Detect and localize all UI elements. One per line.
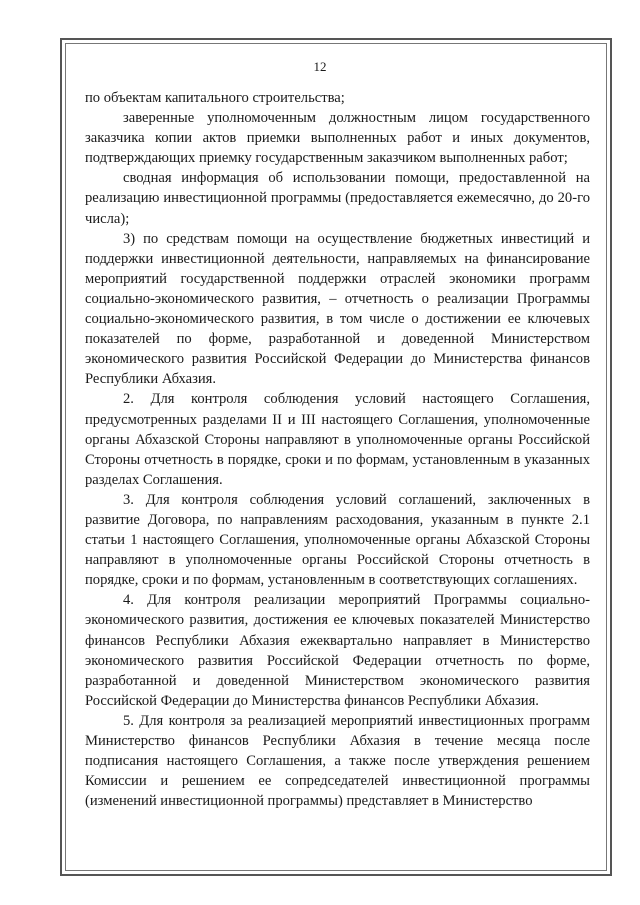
paragraph-6: 3. Для контроля соблюдения условий соглашений, заключенных в развитие Договора, по направлениям расходования, указанным в пункте 2.1 статьи 1 настоящего Соглашения, уполномоченные органы Абхазской Стороны направляют в уполномоченные органы Российской Стороны отчетность в порядке, сроки и по формам, установленным в соответствующих соглашениях. bbox=[85, 491, 590, 589]
paragraph-2: заверенные уполномоченным должностным лицом государственного заказчика копии актов приемки выполненных работ и иных документов, подтверждающих приемку государственным заказчиком выполненных работ; bbox=[85, 110, 590, 167]
paragraph-3: сводная информация об использовании помощи, предоставленной на реализацию инвестиционной программы (предоставляется ежемесячно, до 20-го числа); bbox=[85, 170, 590, 227]
paragraph-1: по объектам капитального строительства; bbox=[85, 90, 345, 106]
paragraph-8: 5. Для контроля за реализацией мероприятий инвестиционных программ Министерство финансов Республики Абхазия в течение месяца после подписания настоящего Соглашения, а также после утверждения решением Комиссии и решением ее сопредседателей инвестиционной программы (изменений инвестиционной программы) представляет в Министерство bbox=[85, 712, 590, 810]
paragraph-5: 2. Для контроля соблюдения условий настоящего Соглашения, предусмотренных разделами II и III настоящего Соглашения, уполномоченные органы Абхазской Стороны направляют в уполномоченные органы Российской Стороны отчетность в порядке, сроки и по формам, установленным в указанных разделах Соглашения. bbox=[85, 391, 590, 488]
paragraph-4: 3) по средствам помощи на осуществление бюджетных инвестиций и поддержки инвестиционной деятельности, направляемых на финансирование мероприятий государственной поддержки отраслей экономики программ социально-экономического развития, – отчетность о реализации Программы социально-экономического развития, в том числе о достижении ее ключевых показателей по форме, разработанной и доведенной Министерством экономического развития Российской Федерации до Министерства финансов Республики Абхазия. bbox=[85, 230, 590, 388]
paragraph-7: 4. Для контроля реализации мероприятий Программы социально-экономического развития, достижения ее ключевых показателей Министерство финансов Республики Абхазия ежеквартально направляет в Министерство экономического развития Российской Федерации отчетность по форме, разработанной и доведенной Министерством экономического развития Российской Федерации до Министерства финансов Республики Абхазия. bbox=[85, 592, 590, 709]
document-body bbox=[85, 88, 590, 811]
page-number: 12 bbox=[313, 59, 327, 74]
